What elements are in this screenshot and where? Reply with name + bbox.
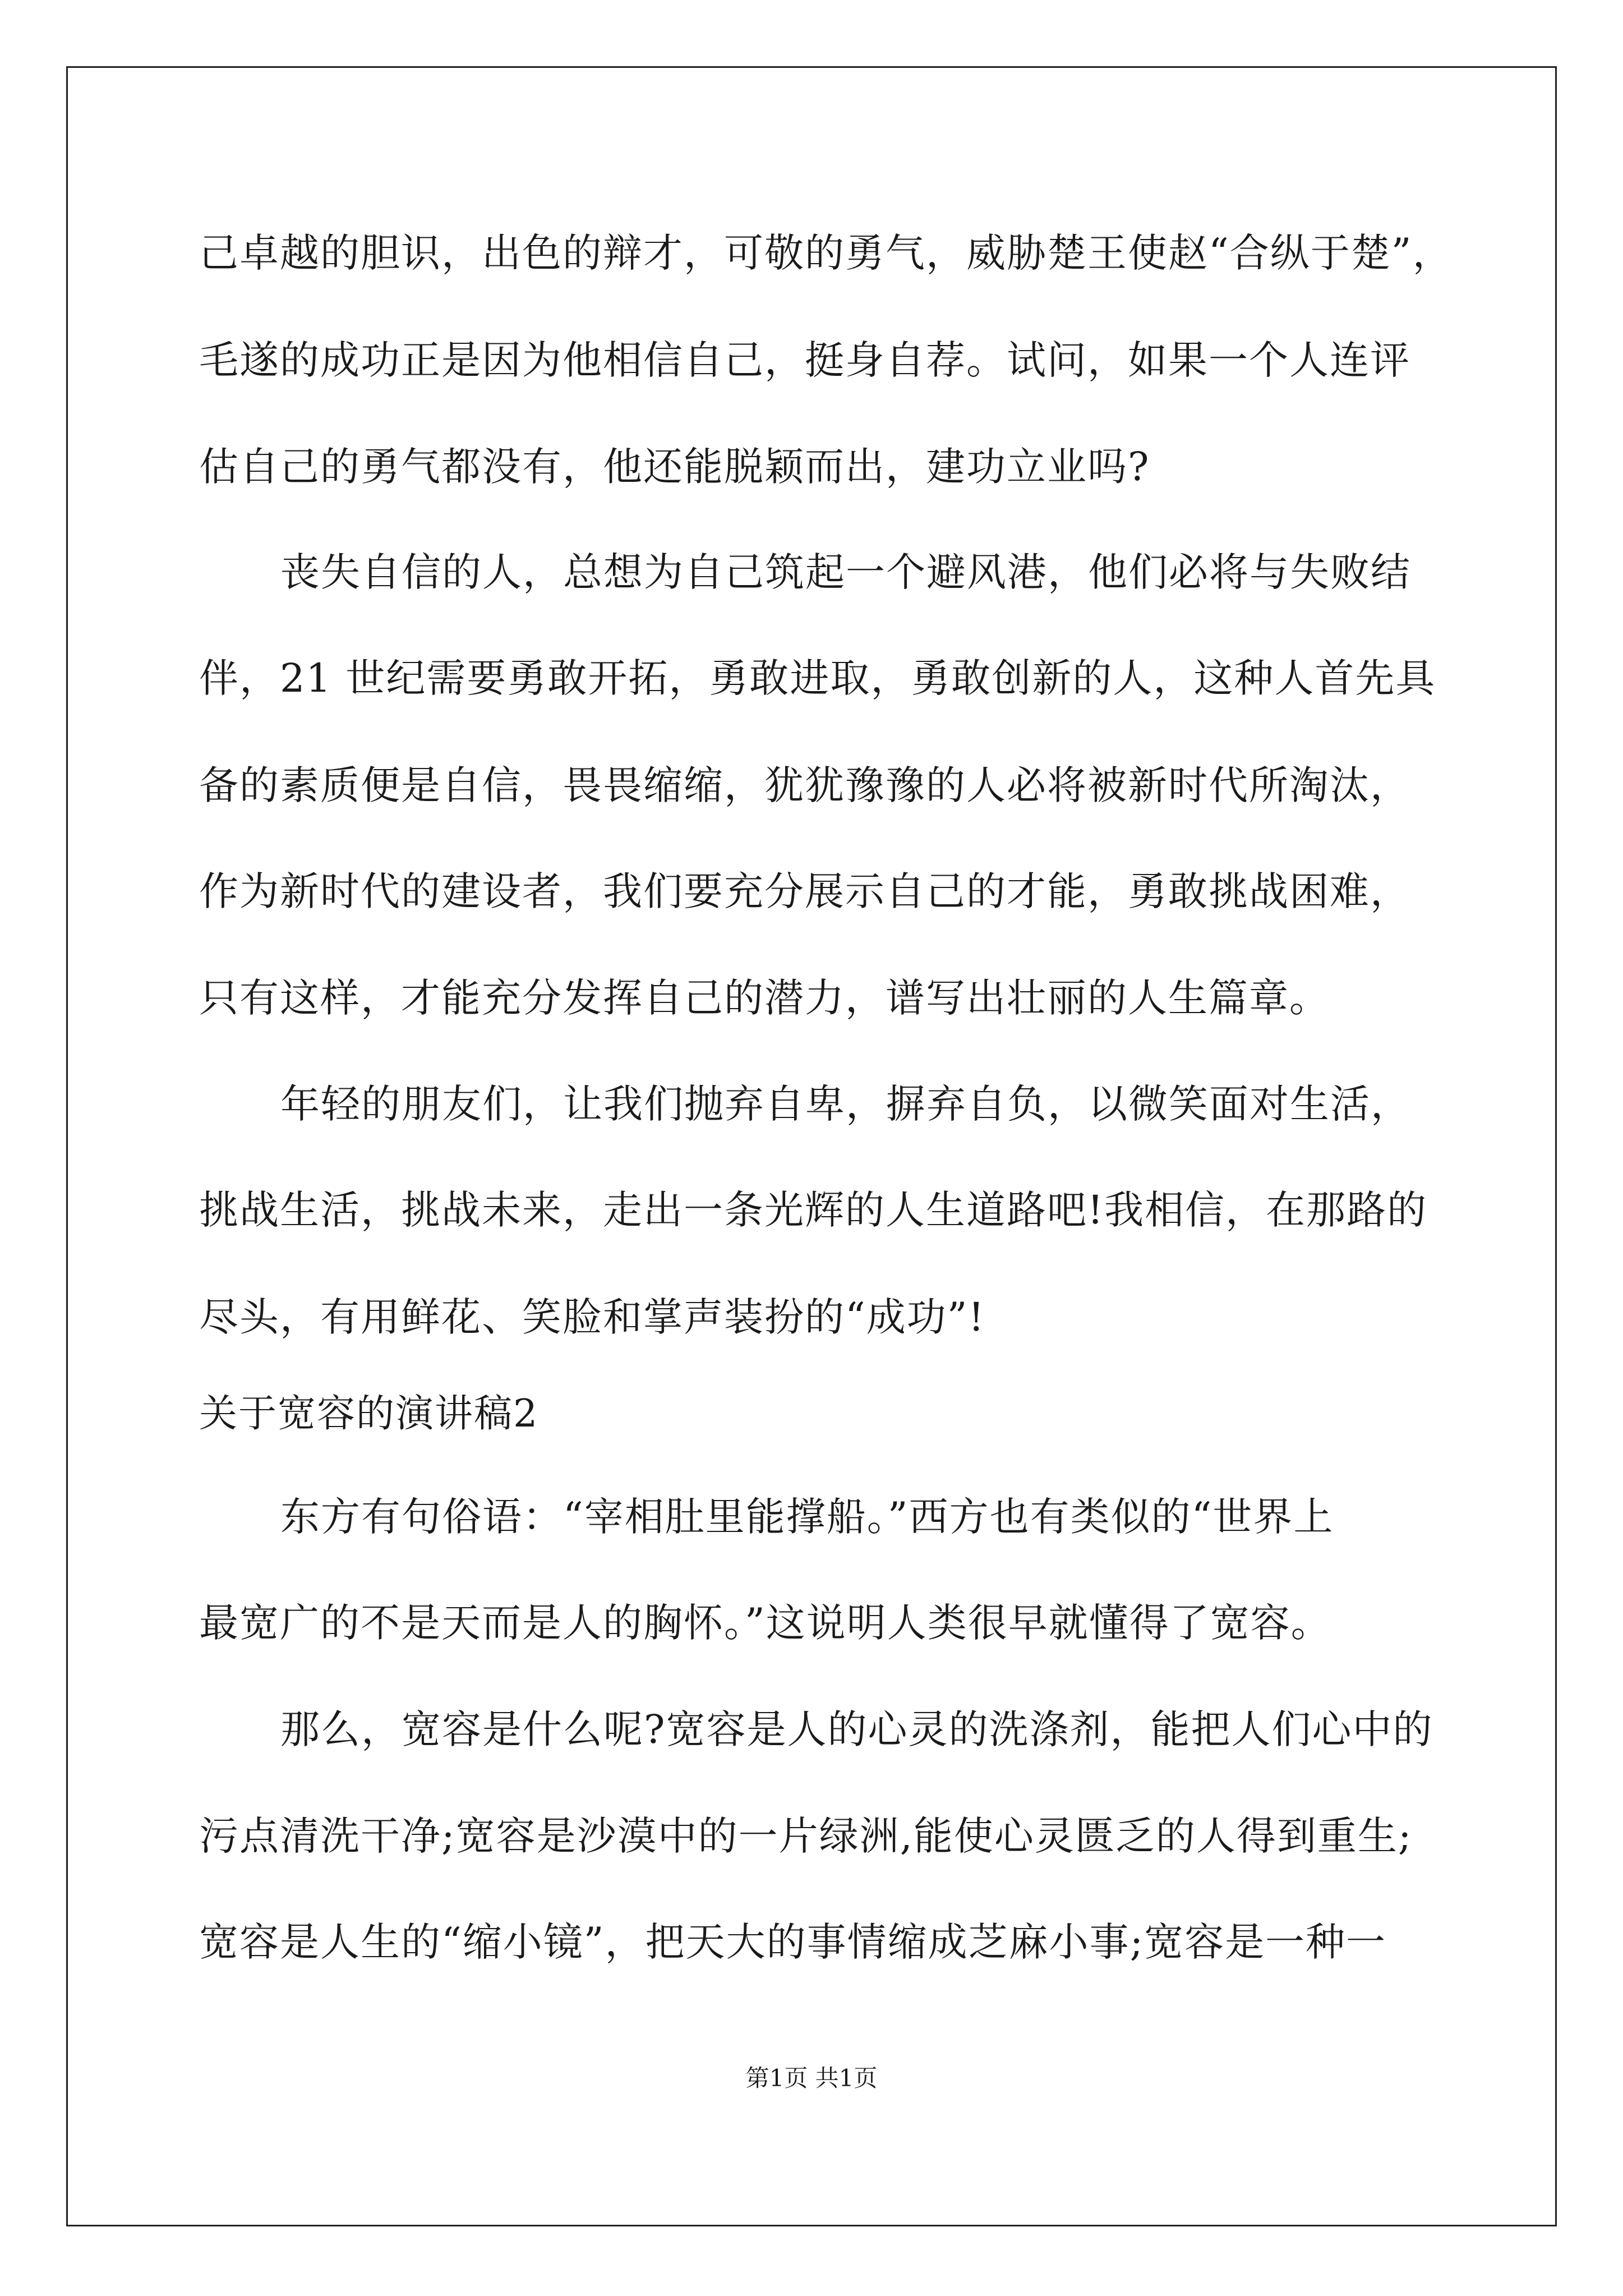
text-line: 宽容是人生的“缩小镜”，把天大的事情缩成芝麻小事;宽容是一种一 [199, 1919, 1387, 1965]
text-line: 挑战生活，挑战未来，走出一条光辉的人生道路吧!我相信，在那路的 [199, 1187, 1428, 1233]
text-line: 只有这样，才能充分发挥自己的潜力，谱写出壮丽的人生篇章。 [199, 975, 1330, 1021]
text-line: 己卓越的胆识，出色的辩才，可敬的勇气，威胁楚王使赵“合纵于楚”， [199, 230, 1453, 276]
text-line: 作为新时代的建设者，我们要充分展示自己的才能，勇敢挑战困难， [199, 868, 1410, 914]
text-line: 尽头，有用鲜花、笑脸和掌声装扮的“成功”! [199, 1294, 985, 1340]
text-line: 那么，宽容是什么呢?宽容是人的心灵的洗涤剂，能把人们心中的 [280, 1706, 1433, 1752]
text-line: 丧失自信的人，总想为自己筑起一个避风港，他们必将与失败结 [280, 549, 1411, 595]
page-number-footer: 第1页 共1页 [745, 2064, 878, 2092]
text-line: 毛遂的成功正是因为他相信自己，挺身自荐。试问，如果一个人连评 [199, 337, 1410, 383]
text-line: 污点清洗干净;宽容是沙漠中的一片绿洲,能使心灵匮乏的人得到重生; [199, 1813, 1413, 1859]
text-line: 估自己的勇气都没有，他还能脱颖而出，建功立业吗? [199, 444, 1150, 490]
section-heading: 关于宽容的演讲稿2 [199, 1392, 539, 1436]
text-line: 年轻的朋友们，让我们抛弃自卑，摒弃自负，以微笑面对生活， [280, 1081, 1411, 1127]
text-line: 最宽广的不是天而是人的胸怀。”这说明人类很早就懂得了宽容。 [199, 1600, 1331, 1646]
text-line: 备的素质便是自信，畏畏缩缩，犹犹豫豫的人必将被新时代所淘汰， [199, 762, 1410, 808]
text-line: 东方有句俗语：“宰相肚里能撑船。”西方也有类似的“世界上 [280, 1494, 1334, 1540]
text-line: 伴，21 世纪需要勇敢开拓，勇敢进取，勇敢创新的人，这种人首先具 [199, 655, 1436, 701]
